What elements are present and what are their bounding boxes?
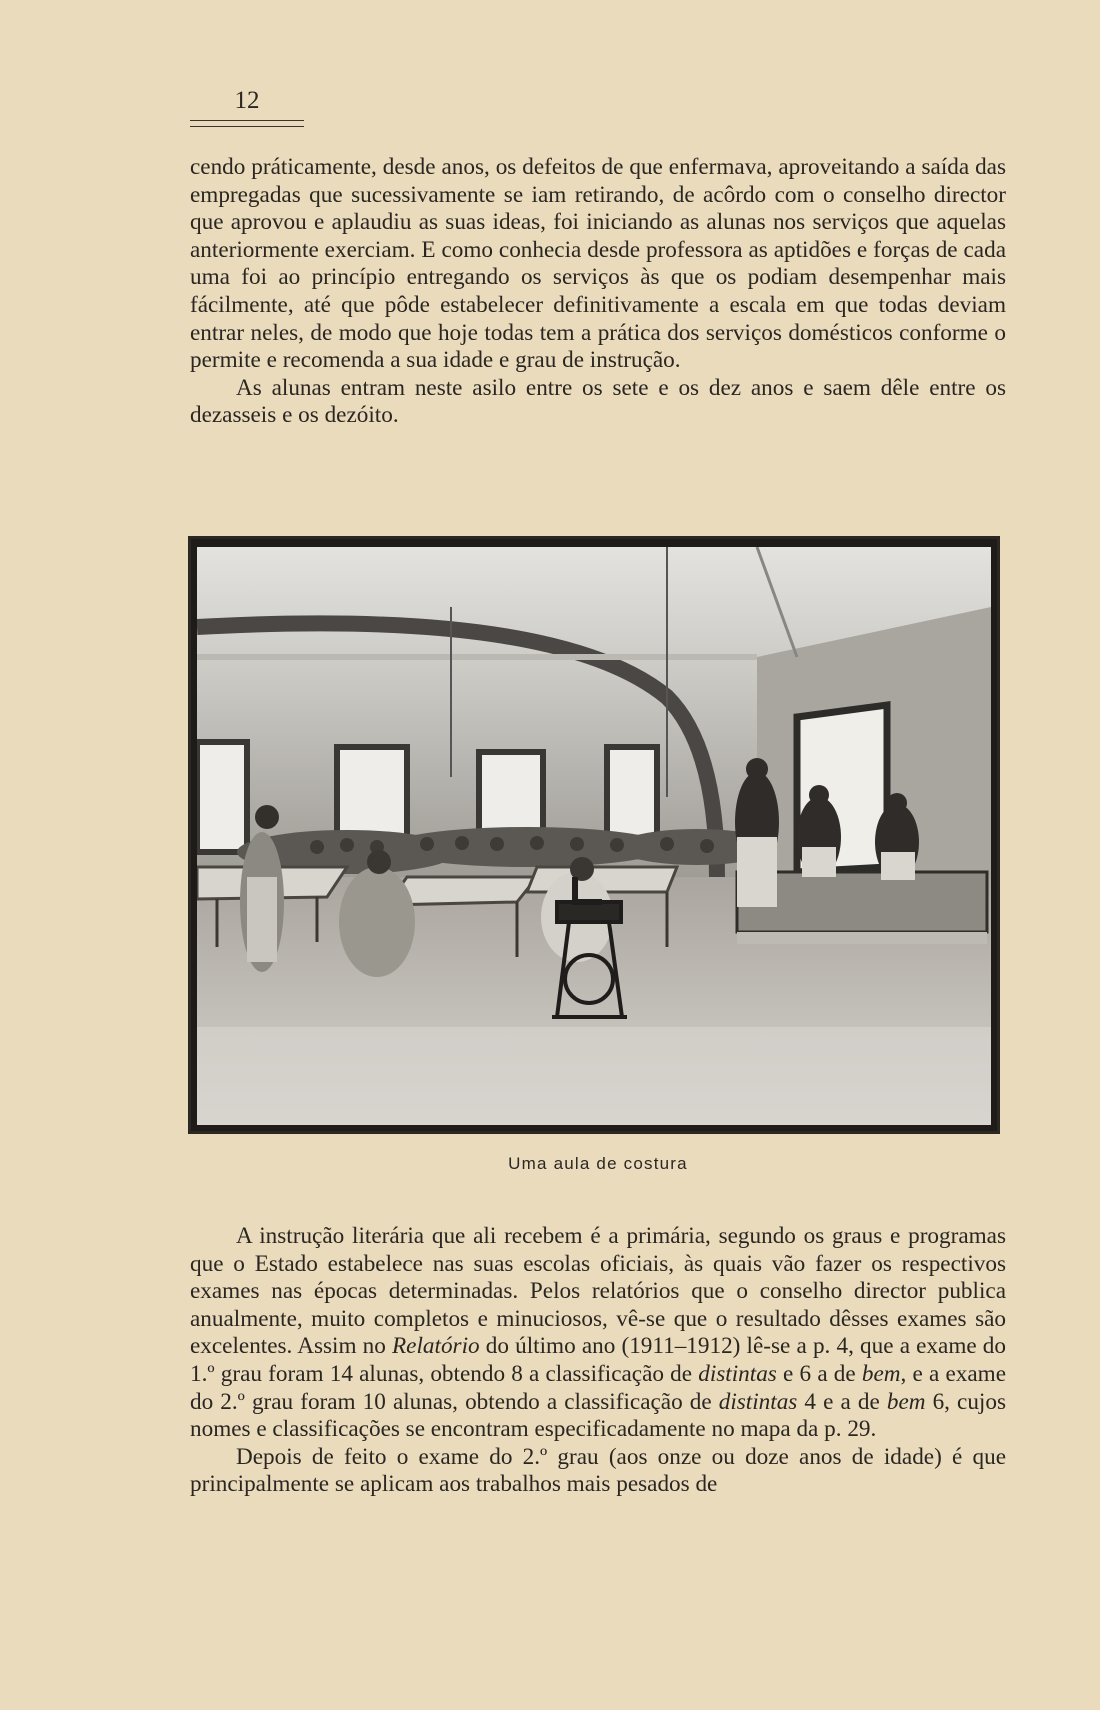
italic-relatorio: Relatório	[392, 1333, 480, 1360]
italic-distintas: distintas	[718, 1388, 798, 1415]
paragraph-continued: cendo práticamente, desde anos, os defeitos de que enfermava, aproveitando a saída das empregadas que sucessivamente se iam retirando, de acôrdo com o conselho director que aprovou e aplaudiu as suas ideas, foi iniciando as alunas nos serviços que aquelas anteriormente exerciam. E como conhecia desde professora as aptidões e forças de cada uma foi ao princípio entregando os serviços às que os podiam desempenhar mais fácilmente, até que pôde estabelecer definitivamente a escala em que todas deviam entrar neles, de modo que hoje todas tem a prática dos serviços domésticos conforme o permite e recomenda a sua idade e grau de instrução.	[190, 154, 1006, 374]
italic-distintas: distintas	[698, 1360, 777, 1387]
paragraph-literary-instruction	[190, 1223, 1006, 1444]
text-run: e 6 a de	[776, 1360, 862, 1387]
paragraph-admission-ages: As alunas entram neste asilo entre os sete e os dez anos e saem dêle entre os dezasseis e os dezóito.	[190, 374, 1006, 429]
text-run: do último ano (1911–1912) lê-se a p. 4, que a exame do 1.º grau foram 14 alunas, obtendo 8 a classificação de	[190, 1333, 1006, 1387]
photo-caption: Uma aula de costura	[508, 1154, 688, 1173]
italic-bem: bem	[886, 1388, 926, 1415]
text-run: 6, cujos nomes e classificações se encontram especificadamente no mapa da p. 29.	[190, 1388, 1006, 1443]
paragraph-after-exam: Depois de feito o exame do 2.º grau (aos onze ou doze anos de idade) é que principalmente se aplicam aos trabalhos mais pesados de	[190, 1443, 1006, 1498]
text-run: 4 e a de	[797, 1388, 887, 1415]
top-text	[190, 154, 1006, 430]
photograph-frame	[188, 536, 1000, 1134]
bottom-text	[190, 1223, 1006, 1499]
italic-bem: bem	[861, 1360, 901, 1387]
page-number: 12	[234, 87, 260, 114]
page-number-rule	[190, 120, 304, 127]
photograph-sewing-class	[197, 547, 991, 1125]
text-run: A instrução literária que ali recebem é a primária, segundo os graus e programas que o Estado estabelece nas suas escolas oficiais, às quais vão fazer os respectivos exames nas épocas determinadas. Pelos relatórios que o conselho director publica anualmente, muito completos e minuciosos, vê-se que o resultado dêsses exames são excelentes. Assim no	[190, 1223, 1006, 1360]
text-run: , e a exame do 2.º grau foram 10 alunas, obtendo a classificação de	[190, 1360, 1006, 1415]
